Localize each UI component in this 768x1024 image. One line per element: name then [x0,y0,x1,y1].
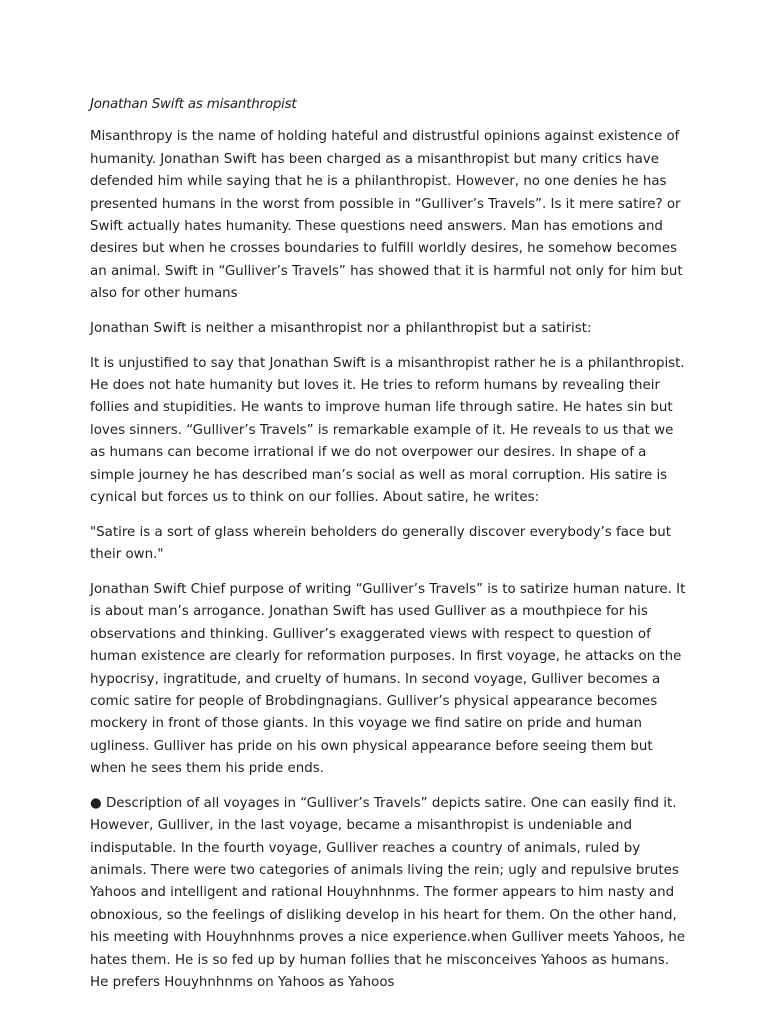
document-page [90,94,690,1007]
paragraph-thesis: Jonathan Swift is neither a misanthropist nor a philanthropist but a satirist: [90,320,592,336]
document-title: Jonathan Swift as misanthropist [90,97,297,112]
paragraph-intro: Misanthropy is the name of holding hateful and distrustful opinions against existence of humanity. Jonathan Swift has been charged as a misanthropist but many critics have defended him while saying that he is a philanthropist. However, no one denies he has presented humans in the worst from possible in “Gulliver’s Travels”. Is it mere satire? or Swift actually hates humanity. These questions need answers. Man has emotions and desires but when he crosses boundaries to fulfill worldly desires, he somehow becomes an animal. Swift in “Gulliver’s Travels” has showed that it is harmful not only for him but also for other humans [90,129,683,302]
paragraph-philanthropist: It is unjustified to say that Jonathan Swift is a misanthropist rather he is a philanthropist. He does not hate humanity but loves it. He tries to reform humans by revealing their follies and stupidities. He wants to improve human life through satire. He hates sin but loves sinners. “Gulliver’s Travels” is remarkable example of it. He reveals to us that we as humans can become irrational if we do not overpower our desires. In shape of a simple journey he has described man’s social as well as moral corruption. His satire is cynical but forces us to think on our follies. About satire, he writes: [90,355,685,506]
paragraph-quote: "Satire is a sort of glass wherein beholders do generally discover everybody’s face but their own." [90,524,672,563]
paragraph-purpose: Jonathan Swift Chief purpose of writing “Gulliver’s Travels” is to satirize human nature. It is about man’s arrogance. Jonathan Swift has used Gulliver as a mouthpiece for his observations and thinking. Gulliver’s exaggerated views with respect to question of human existence are clearly for reformation purposes. In first voyage, he attacks on the hypocrisy, ingratitude, and cruelty of humans. In second voyage, Gulliver becomes a comic satire for people of Brobdingnagians. Gulliver’s physical appearance becomes mockery in front of those giants. In this voyage we find satire on pride and human ugliness. Gulliver has pride on his own physical appearance before seeing them but when he sees them his pride ends. [90,581,686,777]
paragraph-voyages: ● Description of all voyages in “Gulliver’s Travels” depicts satire. One can easily find it. However, Gulliver, in the last voyage, became a misanthropist is undeniable and indisputable. In the fourth voyage, Gulliver reaches a country of animals, ruled by animals. There were two categories of animals living the rein; ugly and repulsive brutes Yahoos and intelligent and rational Houyhnhnms. The former appears to him nasty and obnoxious, so the feelings of disliking develop in his heart for them. On the other hand, his meeting with Houyhnhnms proves a nice experience.when Gulliver meets Yahoos, he hates them. He is so fed up by human follies that he misconceives Yahoos as humans. He prefers Houyhnhnms on Yahoos as Yahoos [90,795,686,991]
